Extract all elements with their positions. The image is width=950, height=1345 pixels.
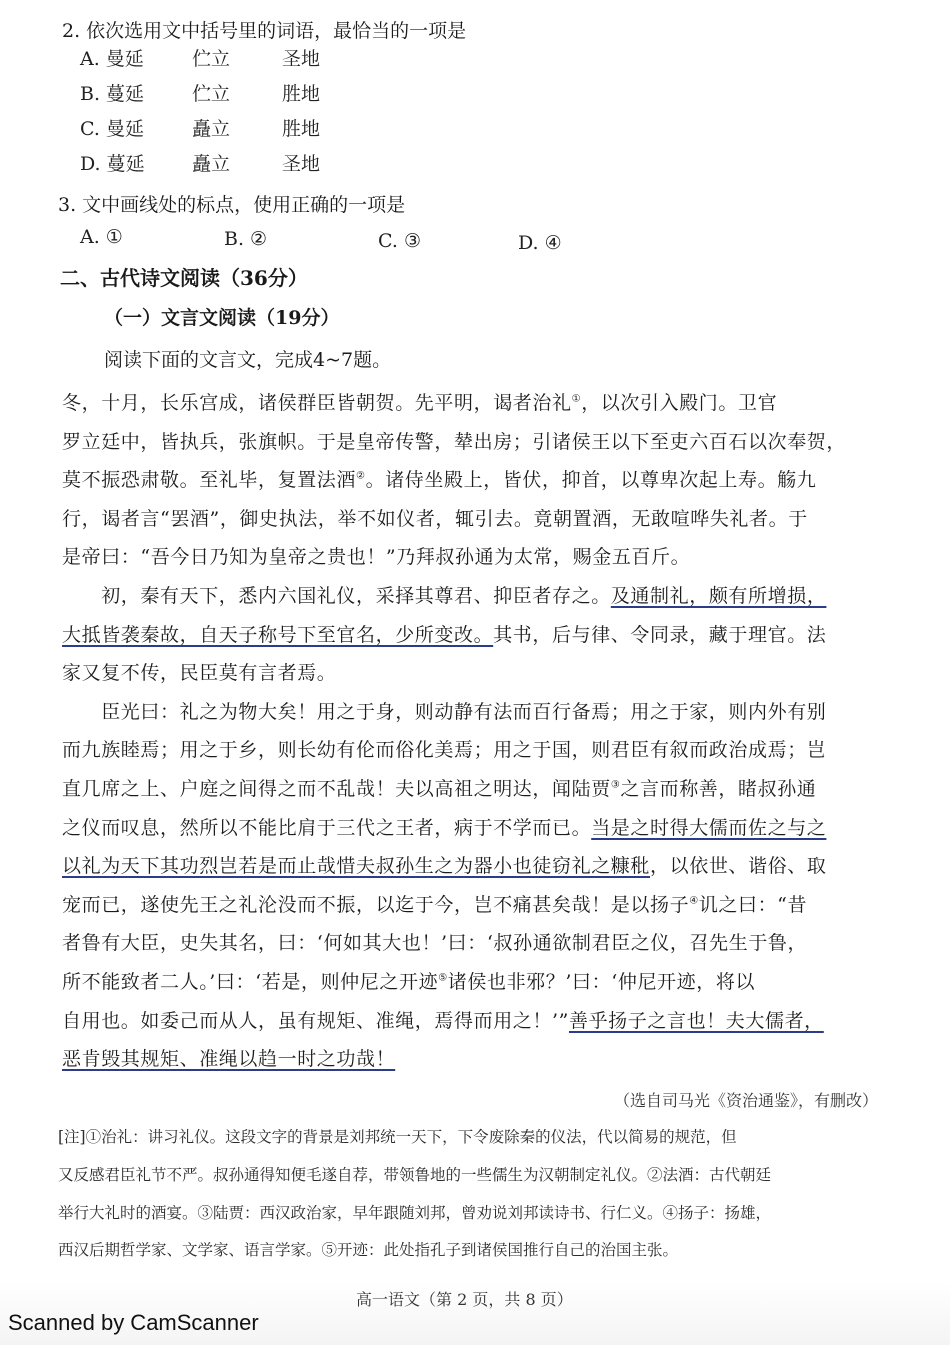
passage-line [62, 548, 898, 567]
passage-line [62, 626, 898, 645]
page-footer: 高一语文（第 2 页，共 8 页） [356, 1290, 573, 1309]
passage-line [62, 1012, 898, 1031]
passage-line [62, 433, 898, 452]
passage-text: 冬，十月，长乐宫成，诸侯群臣皆朝贺。先平明，谒者治礼 [62, 392, 572, 414]
passage-text: 诸侯也非邪？’曰：‘仲尼开迹，将以 [447, 971, 756, 993]
question-3-option-d: D. ④ [518, 232, 562, 254]
passage-line [62, 857, 898, 876]
question-2-option-word-2: 胜地 [282, 83, 321, 105]
question-2-option-word-2: 胜地 [282, 118, 321, 140]
passage-text: ，以次引入殿门。卫官 [581, 392, 778, 414]
question-2-option-label: C. 曼延 [80, 118, 144, 140]
passage-source: （选自司马光《资治通鉴》，有删改） [613, 1091, 878, 1110]
passage-text: 初，秦有天下，悉内六国礼仪，采择其尊君、抑臣者存之。 [62, 585, 611, 607]
note-line: 又反感君臣礼节不严。叔孙通得知便毛遂自荐，带领鲁地的一些儒生为汉朝制定礼仪。②法酒：古代朝廷 [58, 1166, 772, 1184]
passage-text: 宠而已，遂使先王之礼沦没而不振，以迄于今，岂不痛甚矣哉！是以扬子 [62, 894, 690, 916]
passage-line [62, 394, 898, 413]
passage-line [62, 587, 898, 606]
passage-text: 罗立廷中，皆执兵，张旗帜。于是皇帝传警，辇出房；引诸侯王以下至吏六百石以次奉贺， [62, 431, 847, 453]
note-line: 举行大礼时的酒宴。③陆贾：西汉政治家，早年跟随刘邦，曾劝说刘邦读诗书、行仁义。④扬子：扬雄， [58, 1204, 772, 1222]
passage-text: 所不能致者二人。’曰：‘若是，则仲尼之开迹 [62, 971, 439, 993]
footnote-marker: ④ [689, 895, 699, 907]
passage-text: 自用也。如委己而从人，虽有规矩、准绳，焉得而用之！’” [62, 1010, 569, 1032]
question-2-option-word-1: 伫立 [192, 83, 231, 105]
underlined-text: 恶肯毁其规矩、准绳以趋一时之功哉！ [62, 1048, 396, 1070]
passage-line [62, 471, 898, 490]
passage-text: 之仪而叹息，然所以不能比肩于三代之王者，病于不学而已。 [62, 817, 592, 839]
passage-line [62, 1050, 898, 1069]
passage-line [62, 896, 898, 915]
passage-text: ，以依世、谐俗、取 [650, 855, 827, 877]
passage-line [62, 934, 898, 953]
question-3-option-c: C. ③ [378, 230, 421, 252]
section-title: 二、古代诗文阅读（36分） [60, 266, 308, 290]
passage-text: 家又复不传，民臣莫有言者焉。 [62, 662, 337, 684]
passage-text: 其书，后与律、令同录，藏于理官。法 [493, 624, 827, 646]
underlined-text: 大抵皆袭秦故，自天子称号下至官名，少所变改。 [62, 624, 494, 646]
scanner-watermark: Scanned by CamScanner [8, 1310, 259, 1335]
passage-text: 是帝曰：“吾今日乃知为皇帝之贵也！”乃拜叔孙通为太常，赐金五百斤。 [62, 546, 691, 568]
question-3-stem: 3. 文中画线处的标点，使用正确的一项是 [58, 194, 406, 216]
passage-line [62, 510, 898, 529]
passage-text: 臣光曰：礼之为物大矣！用之于身，则动静有法而百行备焉；用之于家，则内外有别 [62, 701, 827, 723]
passage-text: 行，谒者言“罢酒”，御史执法，举不如仪者，辄引去。竟朝置酒，无敢喧哗失礼者。于 [62, 508, 808, 530]
question-3-option-a: A. ① [80, 226, 123, 248]
question-2-option-label: B. 蔓延 [80, 83, 145, 105]
question-2-option-label: D. 蔓延 [80, 153, 145, 175]
footnote-marker: ② [356, 470, 366, 482]
passage-line [62, 780, 898, 799]
question-2-stem: 2. 依次选用文中括号里的词语，最恰当的一项是 [62, 20, 467, 42]
subsection-title: （一）文言文阅读（19分） [104, 307, 340, 329]
question-2-option-word-1: 伫立 [192, 48, 231, 70]
note-line: [注]①治礼：讲习礼仪。这段文字的背景是刘邦统一天下，下令废除秦的仪法，代以简易的规范，但 [58, 1128, 737, 1146]
passage-text: 莫不振恐肃敬。至礼毕，复置法酒 [62, 469, 357, 491]
passage-line [62, 741, 898, 760]
note-line: 西汉后期哲学家、文学家、语言学家。⑤开迹：此处指孔子到诸侯国推行自己的治国主张。 [58, 1241, 679, 1259]
passage-line [62, 703, 898, 722]
passage-line [62, 973, 898, 992]
underlined-text: 以礼为天下其功烈岂若是而止哉惜夫叔孙生之为器小也徒窃礼之糠秕 [62, 855, 651, 877]
question-2-option-word-1: 矗立 [192, 153, 231, 175]
footnote-marker: ⑤ [438, 972, 448, 984]
question-2-option-word-1: 矗立 [192, 118, 231, 140]
footnote-marker: ③ [610, 779, 621, 791]
question-2-option-word-2: 圣地 [282, 48, 321, 70]
passage-line [62, 664, 898, 683]
passage-text: 之言而称善，睹叔孙通 [620, 778, 817, 800]
underlined-text: 善乎扬子之言也！夫大儒者， [568, 1010, 824, 1032]
question-2-option-label: A. 曼延 [80, 48, 144, 70]
underlined-text: 当是之时得大儒而佐之与之 [591, 817, 827, 839]
passage-text: 。诸侍坐殿上，皆伏，抑首，以尊卑次起上寿。觞九 [365, 469, 817, 491]
passage-text: 直几席之上、户庭之间得之而不乱哉！夫以高祖之明达，闻陆贾 [62, 778, 611, 800]
footnote-marker: ① [571, 393, 582, 405]
underlined-text: 及通制礼，颇有所增损， [610, 585, 827, 607]
passage-text: 而九族睦焉；用之于乡，则长幼有伦而俗化美焉；用之于国，则君臣有叙而政治成焉；岂 [62, 739, 827, 761]
question-2-option-word-2: 圣地 [282, 153, 321, 175]
passage-text: 者鲁有大臣，史失其名，曰：‘何如其大也！’曰：‘叔孙通欲制君臣之仪，召先生于鲁， [62, 932, 808, 954]
passage-text: 讥之曰：“昔 [698, 894, 808, 916]
passage-line [62, 819, 898, 838]
reading-instruction: 阅读下面的文言文，完成4~7题。 [104, 349, 392, 371]
question-3-option-b: B. ② [224, 228, 268, 250]
